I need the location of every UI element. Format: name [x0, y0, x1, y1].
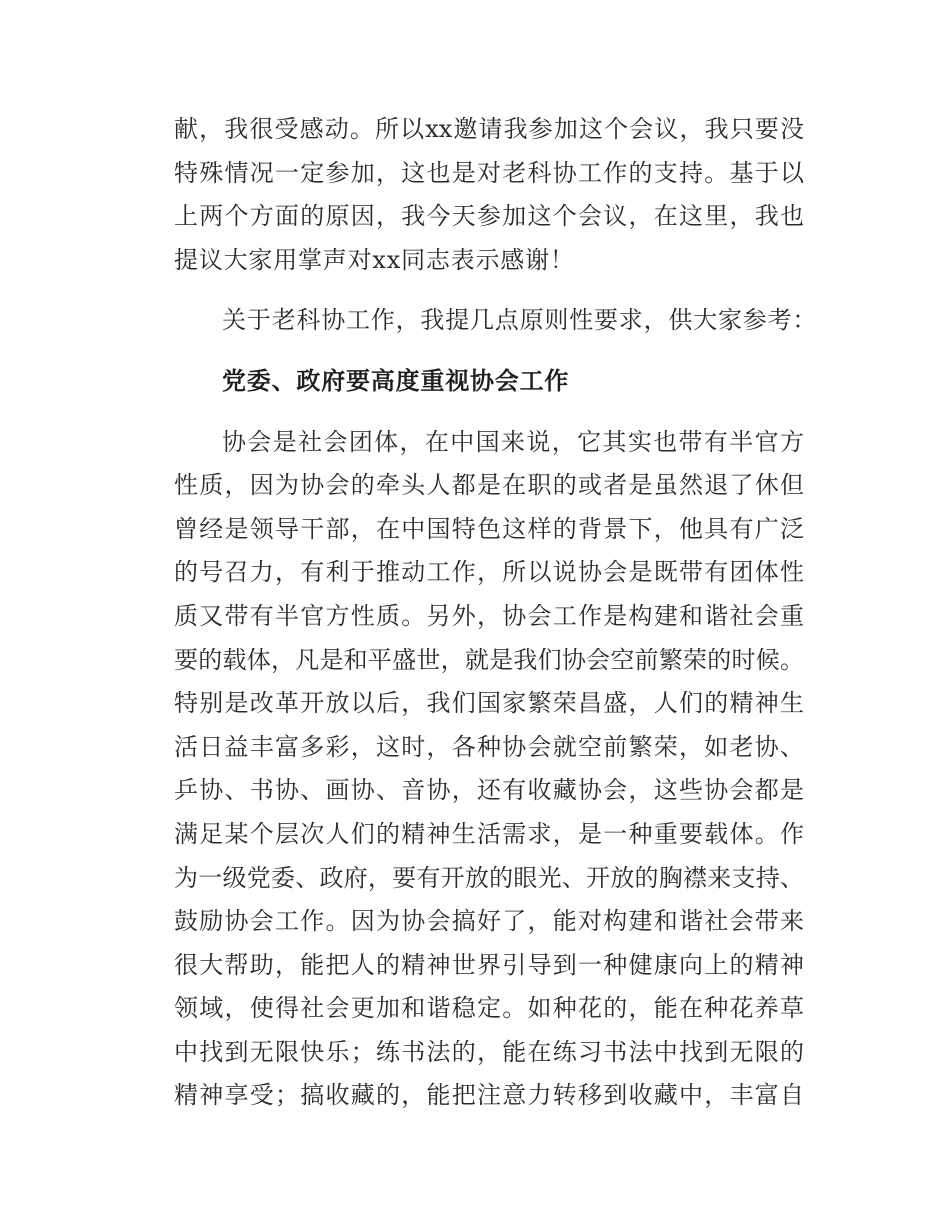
text-line: 中找到无限快乐；练书法的，能在练习书法中找到无限的 — [174, 1037, 804, 1066]
heading-text: 党委、政府要高度重视协会工作 — [222, 366, 570, 395]
section-heading — [174, 360, 804, 404]
text-line: 献，我很受感动。所以xx邀请我参加这个会议，我只要没 — [174, 115, 804, 143]
paragraph-intro — [174, 299, 818, 343]
text-line: 提议大家用掌声对xx同志表示感谢！ — [174, 245, 575, 274]
text-line: 的号召力，有利于推动工作，所以说协会是既带有团体性 — [174, 558, 804, 587]
text-line: 领域，使得社会更加和谐稳定。如种花的，能在种花养草 — [174, 994, 804, 1023]
text-line: 关于老科协工作，我提几点原则性要求，供大家参考： — [222, 306, 818, 335]
document-body — [174, 108, 818, 1118]
text-line: 特别是改革开放以后，我们国家繁荣昌盛，人们的精神生 — [174, 689, 804, 718]
text-line: 上两个方面的原因，我今天参加这个会议，在这里，我也 — [174, 202, 804, 231]
text-line: 活日益丰富多彩，这时，各种协会就空前繁荣，如老协、 — [174, 732, 804, 761]
text-line: 协会是社会团体，在中国来说，它其实也带有半官方 — [222, 427, 804, 456]
text-line: 很大帮助，能把人的精神世界引导到一种健康向上的精神 — [174, 950, 804, 979]
text-line: 要的载体，凡是和平盛世，就是我们协会空前繁荣的时候。 — [174, 645, 804, 674]
text-line: 质又带有半官方性质。另外，协会工作是构建和谐社会重 — [174, 601, 804, 630]
paragraph-continuation — [174, 108, 804, 282]
text-line: 性质，因为协会的牵头人都是在职的或者是虽然退了休但 — [174, 471, 804, 500]
text-line: 乒协、书协、画协、音协，还有收藏协会，这些协会都是 — [174, 776, 804, 805]
text-line: 精神享受；搞收藏的，能把注意力转移到收藏中，丰富自 — [174, 1081, 804, 1110]
text-line: 特殊情况一定参加，这也是对老科协工作的支持。基于以 — [174, 158, 804, 187]
text-line: 鼓励协会工作。因为协会搞好了，能对构建和谐社会带来 — [174, 907, 804, 936]
text-line: 满足某个层次人们的精神生活需求，是一种重要载体。作 — [174, 819, 804, 848]
text-line: 为一级党委、政府，要有开放的眼光、开放的胸襟来支持、 — [174, 863, 804, 892]
paragraph-association — [174, 421, 804, 1119]
text-line: 曾经是领导干部，在中国特色这样的背景下，他具有广泛 — [174, 514, 804, 543]
